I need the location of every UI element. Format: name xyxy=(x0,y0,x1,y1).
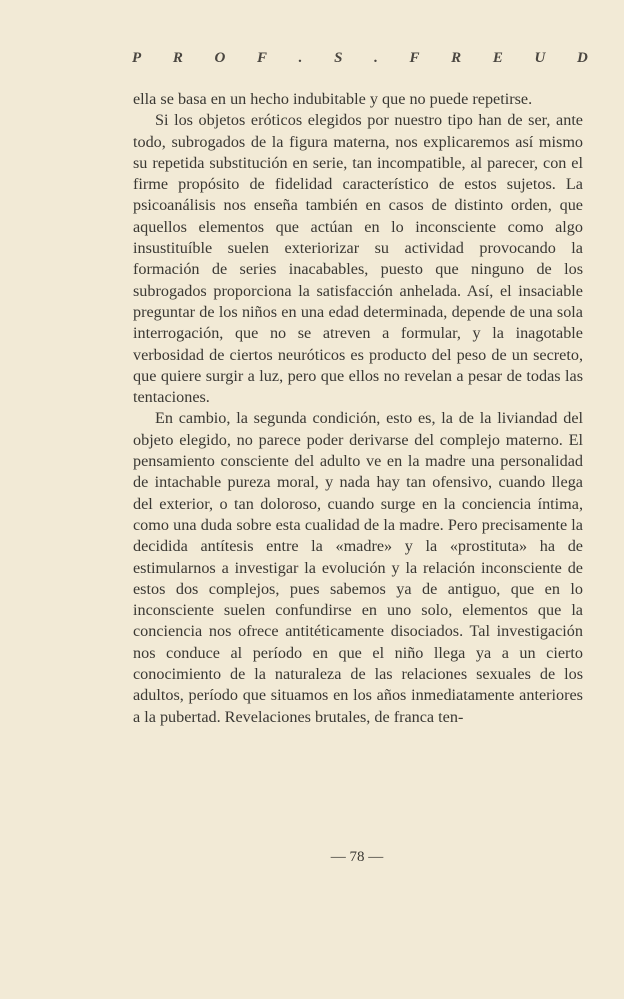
page-number: — 78 — xyxy=(330,849,384,865)
running-head-letter: F xyxy=(409,50,420,66)
running-head-letter: E xyxy=(492,50,503,66)
running-head-letter: F xyxy=(257,50,268,66)
paragraph: ella se basa en un hecho indubitable y que no puede repetirse. xyxy=(133,90,533,108)
running-head-letter: U xyxy=(534,50,546,66)
running-head-letter: . xyxy=(374,50,378,66)
running-head xyxy=(132,50,588,67)
body-text xyxy=(133,89,583,728)
running-head-letter: R xyxy=(451,50,462,66)
running-head-letter: R xyxy=(172,50,183,66)
running-head-letter: S xyxy=(334,50,343,66)
running-head-letter: P xyxy=(132,50,142,66)
running-head-letter: O xyxy=(214,50,226,66)
running-head-letter: D xyxy=(577,50,588,66)
paragraph: En cambio, la segunda condición, esto es, la de la liviandad del objeto elegido, no parece poder derivarse del complejo materno. El pensamiento consciente del adulto ve en la madre una personalidad de intachable pureza moral, y nada hay tan ofensivo, cuando llega del exterior, o tan doloroso, cuando surge en la conciencia íntima, como una duda sobre esta cualidad de la madre. Pero precisamente la decidida antítesis entre la «madre» y la «prostituta» ha de estimularnos a investigar la evolución y la relación inconsciente de estos dos complejos, pues sabemos ya de antiguo, que en lo inconsciente suelen confundirse en uno solo, elementos que la conciencia nos ofrece antitéticamente disociados. Tal investigación nos conduce al período en que el niño llega ya a un cierto conocimiento de la naturaleza de las relaciones sexuales de los adultos, período que situamos en los años inmediatamente anteriores a la pubertad. Revelaciones brutales, de franca ten- xyxy=(133,409,583,726)
paragraph: Si los objetos eróticos elegidos por nuestro tipo han de ser, ante todo, subrogados de la figura materna, nos explicaremos así mismo su repetida substitución en serie, tan incompatible, al parecer, con el firme propósito de fidelidad característico de estos sujetos. La psicoanálisis nos enseña también en casos de distinto orden, que aquellos elementos que actúan en lo inconsciente como algo insustituíble suelen exteriorizar su actividad provocando la formación de series inacabables, puesto que ninguno de los subrogados proporciona la satisfacción anhelada. Así, el insaciable preguntar de los niños en una edad determinada, depende de una sola interrogación, que no se atreven a formular, y la inagotable verbosidad de ciertos neuróticos es producto del peso de un secreto, que quiere surgir a luz, pero que ellos no revelan a pesar de todas las tentaciones. xyxy=(133,111,583,407)
running-head-letter: . xyxy=(298,50,303,66)
